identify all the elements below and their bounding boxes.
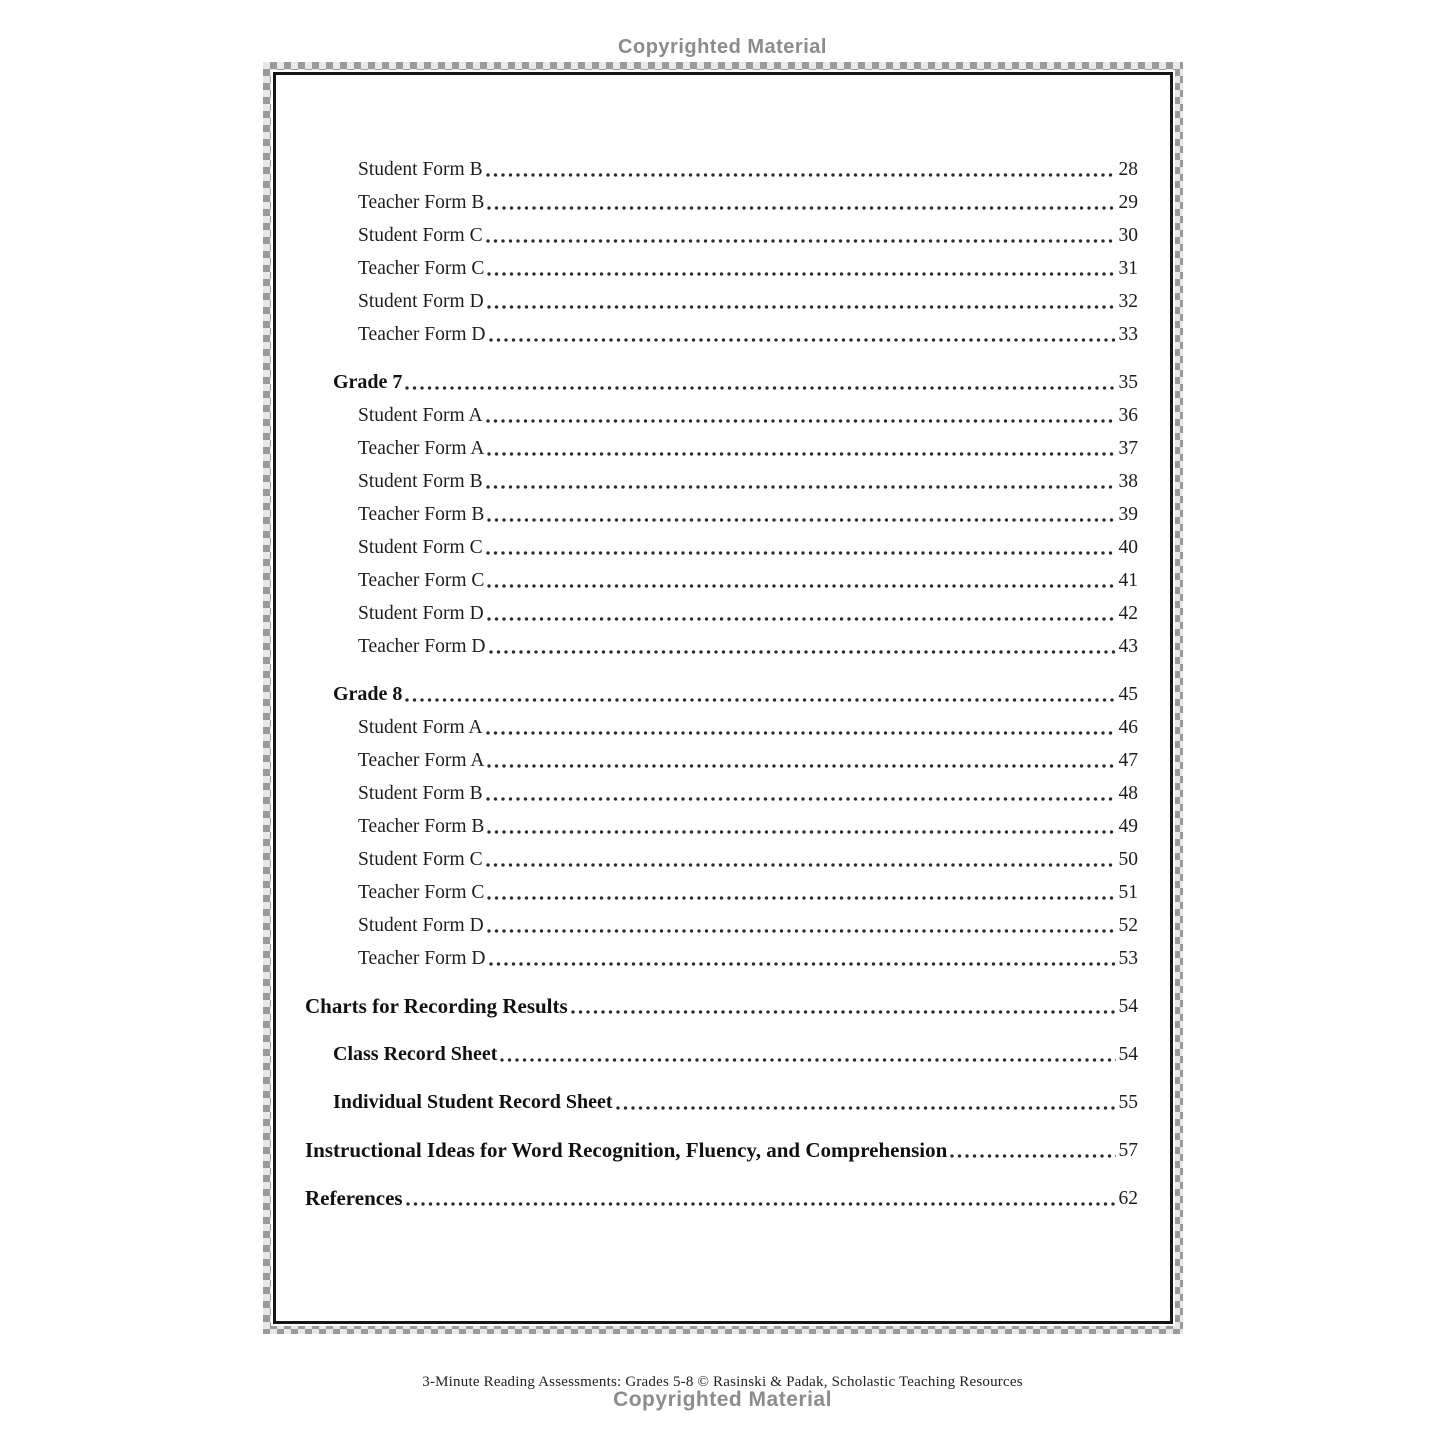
toc-entry-label: Student Form C [358,225,483,246]
toc-entry [276,1038,1138,1071]
page-border-frame [263,62,1183,1334]
book-page [273,72,1173,1324]
toc-entry-page: 37 [1118,438,1138,459]
toc-entry-page: 54 [1118,1044,1138,1065]
toc-entry-page: 52 [1118,915,1138,936]
toc-entry [276,564,1138,597]
toc-entry-label: Student Form D [358,291,484,312]
toc-entry-page: 47 [1118,750,1138,771]
toc-entry-label: Teacher Form D [358,324,486,345]
toc-entry-label: Grade 7 [333,371,403,393]
toc-entry-label: Student Form A [358,405,483,426]
toc-entry-page: 50 [1118,849,1138,870]
toc-entry [276,678,1138,711]
toc-entry [276,1134,1138,1167]
toc-entry-page: 30 [1118,225,1138,246]
toc-entry [276,366,1138,399]
toc-entry [276,531,1138,564]
copyright-banner-bottom: Copyrighted Material [613,1388,832,1411]
table-of-contents [276,75,1170,1321]
toc-entry [276,843,1138,876]
toc-entry-page: 49 [1118,816,1138,837]
toc-entry-page: 54 [1118,996,1138,1017]
toc-entry-label: Student Form D [358,915,484,936]
toc-entry [276,318,1138,351]
toc-entry-page: 33 [1118,324,1138,345]
toc-entry-page: 55 [1118,1092,1138,1113]
toc-entry [276,153,1138,186]
toc-entry [276,909,1138,942]
toc-entry-page: 39 [1118,504,1138,525]
toc-entry-label: Student Form A [358,717,483,738]
toc-entry-label: Student Form B [358,783,483,804]
toc-entry-page: 32 [1118,291,1138,312]
toc-entry-page: 42 [1118,603,1138,624]
toc-entry [276,942,1138,975]
toc-entry [276,498,1138,531]
toc-entry-page: 41 [1118,570,1138,591]
toc-entry-label: Teacher Form C [358,570,485,591]
toc-entry-label: Teacher Form D [358,636,486,657]
toc-entry [276,1182,1138,1215]
toc-entry-page: 53 [1118,948,1138,969]
toc-entry-label: Individual Student Record Sheet [333,1091,613,1113]
toc-entry [276,810,1138,843]
toc-entry [276,711,1138,744]
toc-entry-page: 38 [1118,471,1138,492]
toc-entry-page: 51 [1118,882,1138,903]
toc-entry-label: Student Form C [358,849,483,870]
toc-entry-label: Class Record Sheet [333,1043,498,1065]
toc-entry-label: Teacher Form A [358,750,485,771]
toc-entry [276,990,1138,1023]
copyright-banner-top: Copyrighted Material [618,36,827,58]
toc-entry [276,1086,1138,1119]
toc-entry-label: Teacher Form C [358,258,485,279]
toc-entry [276,432,1138,465]
toc-entry-label: Teacher Form A [358,438,485,459]
toc-entry-label: Teacher Form B [358,816,485,837]
toc-entry [276,777,1138,810]
toc-entry-page: 48 [1118,783,1138,804]
toc-entry [276,399,1138,432]
toc-entry-label: Teacher Form B [358,192,485,213]
toc-entry [276,285,1138,318]
toc-entry-label: Instructional Ideas for Word Recognition, Fluency, and Comprehension [305,1138,948,1162]
toc-entry-page: 45 [1118,684,1138,705]
toc-entry-page: 57 [1118,1140,1138,1161]
toc-entry-page: 36 [1118,405,1138,426]
toc-entry-label: Student Form B [358,471,483,492]
toc-entry-label: Charts for Recording Results [305,994,568,1018]
toc-entry [276,876,1138,909]
toc-entry [276,630,1138,663]
toc-entry-label: Student Form D [358,603,484,624]
toc-entry-page: 46 [1118,717,1138,738]
toc-entry [276,597,1138,630]
toc-entry [276,252,1138,285]
toc-entry-label: Teacher Form D [358,948,486,969]
toc-entry-label: References [305,1186,403,1210]
toc-entry [276,744,1138,777]
toc-entry [276,186,1138,219]
toc-entry [276,219,1138,252]
toc-entry-page: 43 [1118,636,1138,657]
toc-entry-page: 40 [1118,537,1138,558]
toc-entry-page: 35 [1118,372,1138,393]
toc-entry-label: Teacher Form C [358,882,485,903]
toc-entry [276,465,1138,498]
toc-entry-page: 62 [1118,1188,1138,1209]
toc-entry-page: 31 [1118,258,1138,279]
toc-entry-label: Grade 8 [333,683,403,705]
toc-entry-label: Student Form B [358,159,483,180]
toc-entry-page: 29 [1118,192,1138,213]
toc-entry-label: Teacher Form B [358,504,485,525]
toc-entry-label: Student Form C [358,537,483,558]
toc-entry-page: 28 [1118,159,1138,180]
footer-credit: 3-Minute Reading Assessments: Grades 5-8 © Rasinski & Padak, Scholastic Teaching Resources [422,1374,1023,1390]
